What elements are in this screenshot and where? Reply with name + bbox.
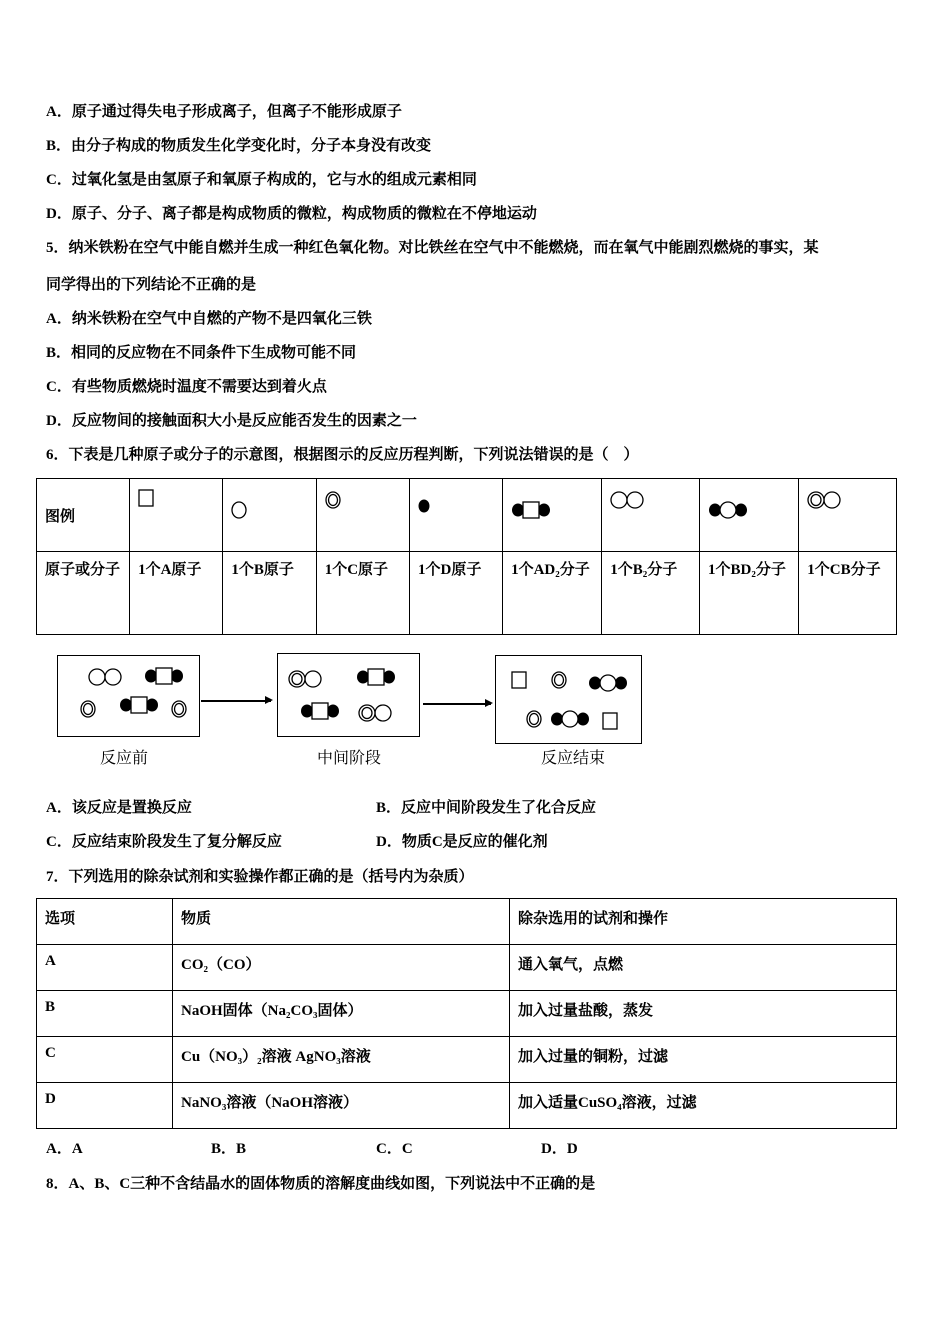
- q6-stem: 6．下表是几种原子或分子的示意图，根据图示的反应历程判断，下列说法错误的是（ ）: [46, 447, 639, 463]
- q6-option-b: B．反应中间阶段发生了化合反应: [376, 800, 597, 816]
- row-header: 原子或分子: [37, 552, 130, 635]
- c-atom-icon: [325, 491, 341, 509]
- legend-cell: [410, 479, 503, 552]
- q7-option-d: D．D: [541, 1141, 578, 1157]
- q5-option-a: A．纳米铁粉在空气中自燃的产物不是四氧化三铁: [46, 311, 372, 327]
- header-cell: 物质: [173, 899, 510, 945]
- q4-option-c: C．过氧化氢是由氢原子和氧原子构成的，它与水的组成元素相同: [46, 172, 477, 188]
- a-atom-icon: [138, 489, 154, 507]
- legend-label: 1个B原子: [223, 552, 316, 635]
- d-atom-icon: [418, 499, 430, 513]
- method-cell: 通入氧气，点燃: [510, 945, 897, 991]
- option-cell: C: [37, 1037, 173, 1083]
- legend-table: [36, 478, 897, 635]
- substance-cell: Cu（NO₃）₂溶液 AgNO₃溶液: [173, 1037, 510, 1083]
- bd2-molecule-icon: [708, 501, 748, 519]
- ad2-molecule-icon: [119, 696, 159, 714]
- c-atom-icon: [551, 671, 567, 689]
- table-header-row: [37, 899, 897, 945]
- option-cell: B: [37, 991, 173, 1037]
- q5-option-d: D．反应物间的接触面积大小是反应能否发生的因素之一: [46, 413, 417, 429]
- bd2-molecule-icon: [550, 710, 590, 728]
- option-cell: A: [37, 945, 173, 991]
- legend-cell: [130, 479, 223, 552]
- ad2-molecule-icon: [300, 702, 340, 720]
- arrow-icon: [201, 700, 271, 702]
- header-cell: 选项: [37, 899, 173, 945]
- header-cell: 除杂选用的试剂和操作: [510, 899, 897, 945]
- legend-cell: [602, 479, 700, 552]
- b2-molecule-icon: [610, 491, 644, 509]
- substance-cell: CO₂（CO）: [173, 945, 510, 991]
- legend-label: 1个BD₂分子: [700, 552, 799, 635]
- a-atom-icon: [602, 712, 618, 730]
- q6-option-c: C．反应结束阶段发生了复分解反应: [46, 834, 282, 850]
- b-atom-icon: [231, 501, 247, 519]
- cb-molecule-icon: [807, 491, 841, 509]
- q5-stem-line2: 同学得出的下列结论不正确的是: [46, 277, 257, 293]
- stage-end-label: 反应结束: [541, 748, 606, 767]
- option-cell: D: [37, 1083, 173, 1129]
- q5-stem-line1: 5．纳米铁粉在空气中能自燃并生成一种红色氧化物。对比铁丝在空气中不能燃烧，而在氧气中能剧烈燃烧的事实，某: [46, 240, 819, 256]
- legend-header: 图例: [37, 479, 130, 552]
- legend-label: 1个CB分子: [799, 552, 897, 635]
- q4-option-b: B．由分子构成的物质发生化学变化时，分子本身没有改变: [46, 138, 432, 154]
- ad2-molecule-icon: [356, 668, 396, 686]
- bd2-molecule-icon: [588, 674, 628, 692]
- cb-molecule-icon: [288, 670, 322, 688]
- table-row: [37, 1037, 897, 1083]
- legend-cell: [503, 479, 602, 552]
- legend-label: 1个AD₂分子: [503, 552, 602, 635]
- table-row: [37, 945, 897, 991]
- q4-option-d: D．原子、分子、离子都是构成物质的微粒，构成物质的微粒在不停地运动: [46, 206, 537, 222]
- method-cell: 加入过量盐酸，蒸发: [510, 991, 897, 1037]
- legend-label: 1个C原子: [316, 552, 409, 635]
- q6-option-d: D．物质C是反应的催化剂: [376, 834, 548, 850]
- legend-label: 1个A原子: [130, 552, 223, 635]
- q7-option-b: B．B: [211, 1141, 247, 1157]
- table-row: [37, 991, 897, 1037]
- legend-cell: [700, 479, 799, 552]
- stage-middle-label: 中间阶段: [317, 748, 382, 767]
- stage-before-box: [57, 655, 200, 737]
- q8-stem: 8．A、B、C三种不含结晶水的固体物质的溶解度曲线如图，下列说法中不正确的是: [46, 1176, 596, 1192]
- legend-icon-row: [37, 479, 897, 552]
- c-atom-icon: [80, 700, 96, 718]
- legend-cell: [223, 479, 316, 552]
- method-cell: 加入适量CuSO₄溶液，过滤: [510, 1083, 897, 1129]
- a-atom-icon: [511, 671, 527, 689]
- stage-end-box: [495, 655, 642, 744]
- q7-stem: 7．下列选用的除杂试剂和实验操作都正确的是（括号内为杂质）: [46, 869, 474, 885]
- legend-label: 1个B₂分子: [602, 552, 700, 635]
- purification-table: [36, 898, 897, 1129]
- stage-before-label: 反应前: [100, 748, 149, 767]
- stage-middle-box: [277, 653, 420, 737]
- cb-molecule-icon: [358, 704, 392, 722]
- substance-cell: NaOH固体（Na₂CO₃固体）: [173, 991, 510, 1037]
- arrow-icon: [423, 703, 491, 705]
- substance-cell: NaNO₃溶液（NaOH溶液）: [173, 1083, 510, 1129]
- legend-cell: [316, 479, 409, 552]
- method-cell: 加入过量的铜粉，过滤: [510, 1037, 897, 1083]
- q7-option-a: A．A: [46, 1141, 83, 1157]
- table-row: [37, 1083, 897, 1129]
- c-atom-icon: [526, 710, 542, 728]
- q5-option-b: B．相同的反应物在不同条件下生成物可能不同: [46, 345, 357, 361]
- c-atom-icon: [171, 700, 187, 718]
- q4-option-a: A．原子通过得失电子形成离子，但离子不能形成原子: [46, 104, 402, 120]
- q7-option-c: C．C: [376, 1141, 413, 1157]
- legend-label-row: [37, 552, 897, 635]
- b2-molecule-icon: [88, 668, 122, 686]
- ad2-molecule-icon: [511, 501, 551, 519]
- legend-cell: [799, 479, 897, 552]
- ad2-molecule-icon: [144, 667, 184, 685]
- q6-option-a: A．该反应是置换反应: [46, 800, 192, 816]
- q5-option-c: C．有些物质燃烧时温度不需要达到着火点: [46, 379, 327, 395]
- legend-label: 1个D原子: [410, 552, 503, 635]
